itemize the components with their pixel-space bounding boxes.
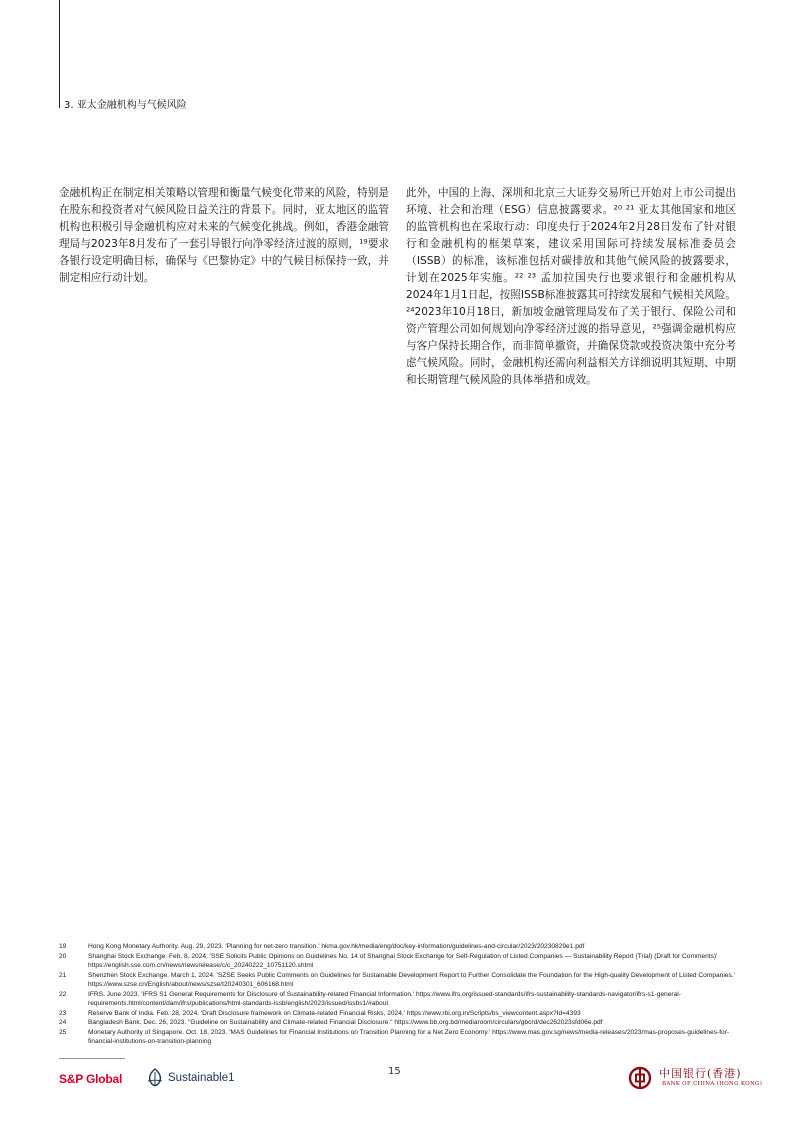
sp-global-logo: S&P Global — [59, 1072, 123, 1086]
footnote-number: 20 — [59, 952, 67, 960]
footnote-text: Hong Kong Monetary Authority. Aug. 29, 2023. 'Planning for net-zero transition.' hkma.gov.hk/media/eng/doc/key-information/guidelines-and-circular/2023/20230829e1.pdf — [88, 943, 585, 950]
footnote-number: 19 — [59, 943, 67, 950]
sustainable1-logo-text: Sustainable1 — [168, 1072, 235, 1084]
bank-of-china-name-cn: 中国银行(香港) — [659, 1067, 742, 1080]
footnote-text: Shenzhen Stock Exchange. March 1, 2024. 'SZSE Seeks Public Comments on Guidelines for Sustainable Development Report to Further Consolidate the Foundation for the High-quality Development of Listed Companies.' https://www.szse.cn/English/about/news/szse/t20240301_606168.html — [88, 971, 735, 988]
footnote-text: Reserve Bank of India. Feb. 28, 2024. 'Draft Disclosure framework on Climate-related Financial Risks, 2024.' https://www.rbi.org.in/Scripts/bs_viewcontent.aspx?Id=4393 — [88, 1009, 581, 1017]
footnotes — [59, 942, 739, 1047]
footnote-text: IFRS. June 2023. 'IFRS S1 General Requirements for Disclosure of Sustainability-related Financial Information.' https://www.ifrs.org/issued-standards/ifrs-sustainability-standards-navigator/ifrs-s1-general-requirements.html/content/dam/ifrs/publications/html-standards-issb/english/2023/issued/issbs1/#about — [88, 990, 681, 1007]
footnote-number: 23 — [59, 1009, 67, 1017]
footnote-number: 25 — [59, 1028, 67, 1036]
right-paragraph: 此外，中国的上海、深圳和北京三大证券交易所已开始对上市公司提出环境、社会和治理（ESG）信息披露要求。²⁰ ²¹ 亚太其他国家和地区的监管机构也在采取行动：印度央行于2024年2月28日发布了针对银行和金融机构的框架草案，建议采用国际可持续发展标准委员会（ISSB）的标准，该标准包括对碳排放和其他气候风险的披露要求，计划在2025年实施。²² ²³ 孟加拉国央行也要求银行和金融机构从2024年1月1日起，按照ISSB标准披露其可持续发展和气候相关风险。²⁴2023年10月18日，新加坡金融管理局发布了关于银行、保险公司和资产管理公司如何规划向净零经济过渡的指导意见，²⁵强调金融机构应与客户保持长期合作，而非简单撤资，并确保贷款或投资决策中充分考虑气候风险。同时，金融机构还需向利益相关方详细说明其短期、中期和长期管理气候风险的具体举措和成效。 — [406, 187, 736, 386]
footnote — [59, 971, 739, 990]
page-footer — [0, 1064, 793, 1094]
sustainable1-leaf-icon — [146, 1067, 164, 1089]
footnote — [59, 1018, 739, 1028]
footer-rule — [59, 1058, 125, 1059]
footnote-number: 21 — [59, 971, 67, 979]
body-column-right — [406, 185, 736, 389]
footnote — [59, 1028, 739, 1047]
header-vertical-rule — [59, 0, 60, 108]
body-column-left — [59, 185, 389, 287]
bank-of-china-logo-icon — [628, 1066, 652, 1090]
footnote — [59, 1009, 739, 1019]
footnote-number: 24 — [59, 1019, 67, 1026]
footnote — [59, 990, 739, 1009]
section-title: 3. 亚太金融机构与气候风险 — [64, 100, 187, 111]
page-number: 15 — [388, 1066, 401, 1077]
bank-of-china-name-en: BANK OF CHINA (HONG KONG) — [662, 1081, 763, 1087]
footnote-number: 22 — [59, 990, 67, 998]
footnote-text: Bangladesh Bank. Dec. 26, 2023. "Guideline on Sustainability and Climate-related Financial Disclosure." https://www.bb.org.bd/mediaroom/circulars/gbcrd/dec262023sfd06e.pdf — [88, 1019, 603, 1026]
left-paragraph: 金融机构正在制定相关策略以管理和衡量气候变化带来的风险，特别是在股东和投资者对气候风险日益关注的背景下。同时，亚太地区的监管机构也积极引导金融机构应对未来的气候变化挑战。例如，香港金融管理局与2023年8月发布了一套引导银行向净零经济过渡的原则，¹⁹要求各银行设定明确目标，确保与《巴黎协定》中的气候目标保持一致，并制定相应行动计划。 — [59, 187, 389, 284]
footnote-text: Shanghai Stock Exchange. Feb. 8, 2024. 'SSE Solicits Public Opinions on Guidelines No. 14 of Shanghai Stock Exchange for Self-Regulation of Listed Companies — Sustainability Report (Trial) (Draft for Comments)' https://english.sse.com.cn/news/newsrelease/c/c_20240222_10751120.shtml — [88, 952, 718, 969]
footnote — [59, 952, 739, 971]
footnote — [59, 942, 739, 952]
footnote-text: Monetary Authority of Singapore. Oct. 18, 2023. 'MAS Guidelines for Financial Institutions on Transition Planning for a Net Zero Economy.' https://www.mas.gov.sg/news/media-releases/2023/mas-proposes-guidelines-for-financial-institutions-on-transition-planning — [88, 1028, 730, 1045]
